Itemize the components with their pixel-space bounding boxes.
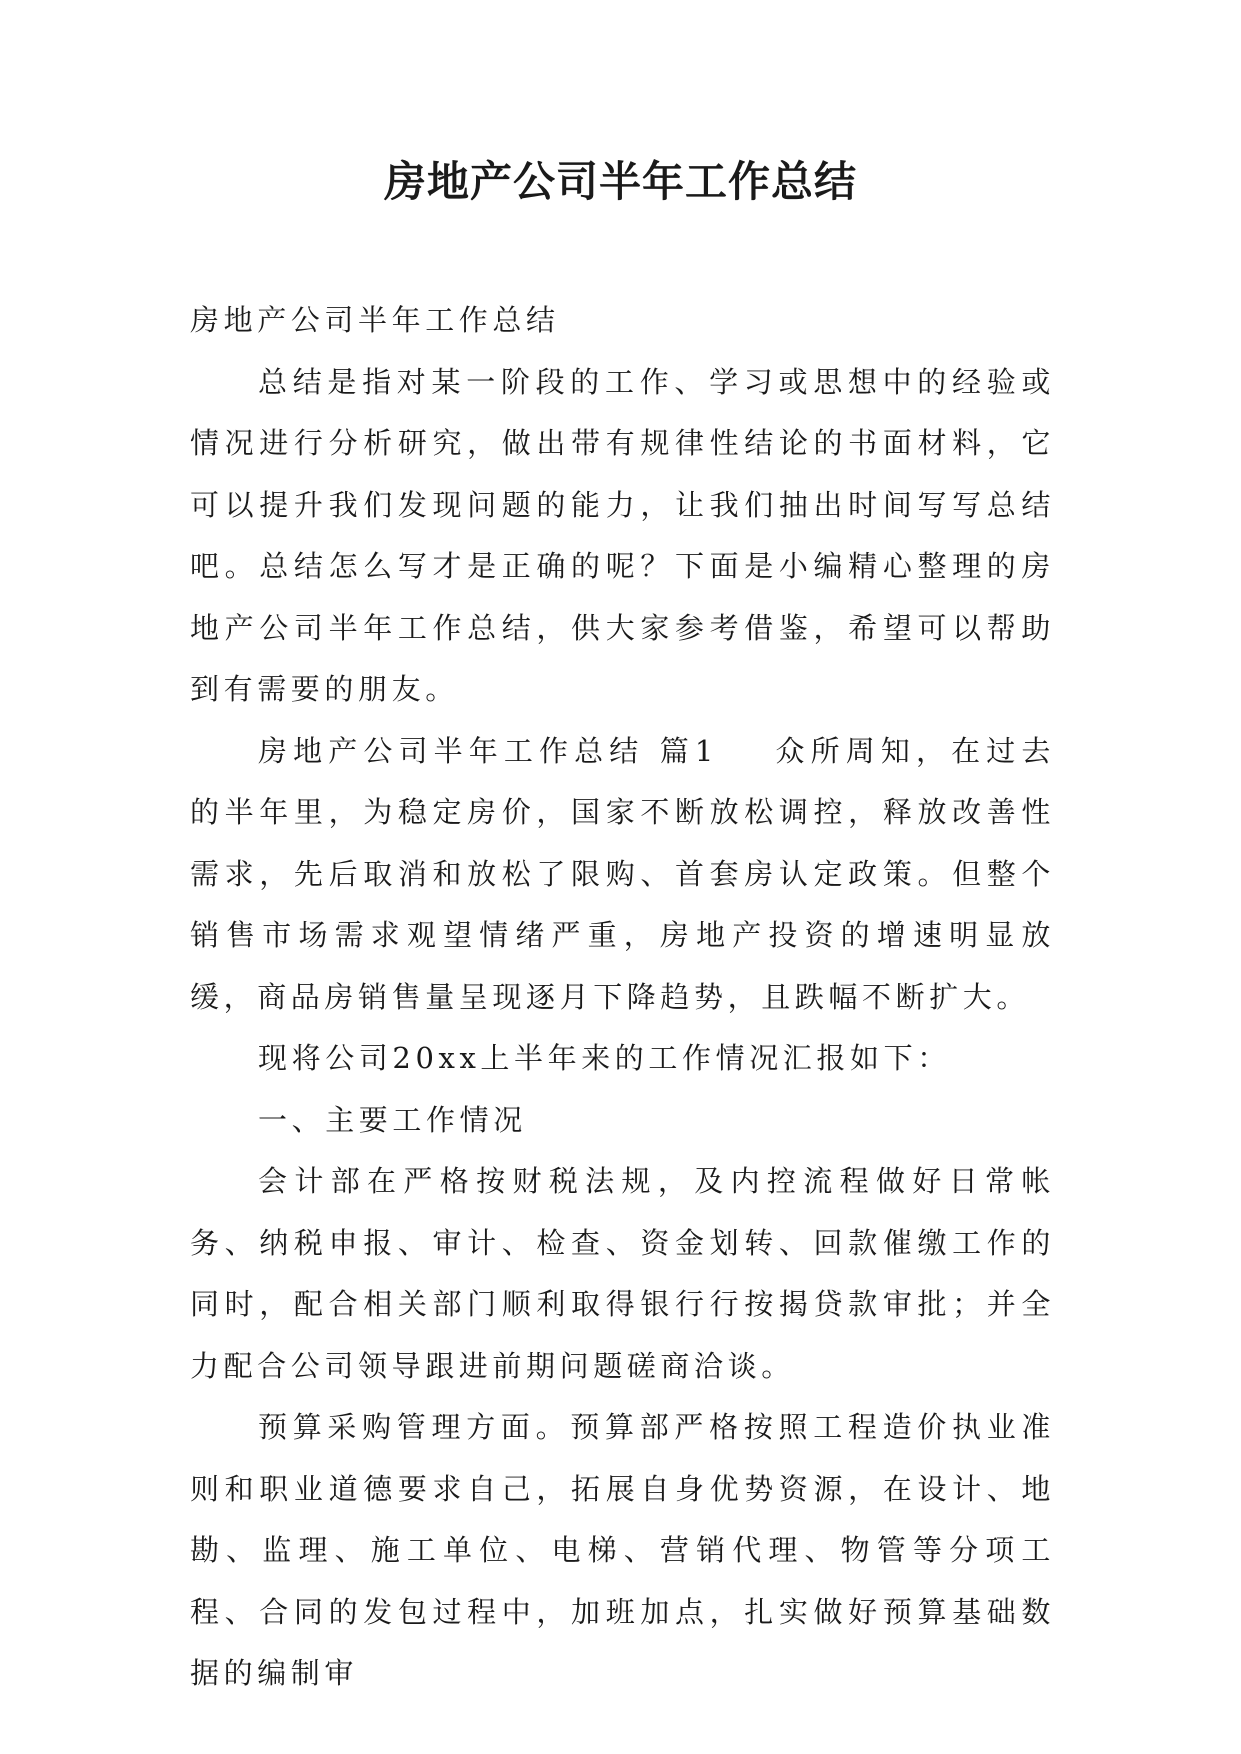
- budget-paragraph: 预算采购管理方面。预算部严格按照工程造价执业准则和职业道德要求自己，拓展自身优势资源，在设计、地勘、监理、施工单位、电梯、营销代理、物管等分项工程、合同的发包过程中，加班加点，扎实做好预算基础数据的编制审: [190, 1410, 1055, 1690]
- section-text: 众所周知，在过去的半年里，为稳定房价，国家不断放松调控，释放改善性需求，先后取消和放松了限购、首套房认定政策。但整个销售市场需求观望情绪严重，房地产投资的增速明显放缓，商品房销售量呈现逐月下降趋势，且跌幅不断扩大。: [190, 733, 1055, 1014]
- document-subtitle: 房地产公司半年工作总结: [190, 303, 560, 337]
- intro-paragraph: 总结是指对某一阶段的工作、学习或思想中的经验或情况进行分析研究，做出带有规律性结论的书面材料，它可以提升我们发现问题的能力，让我们抽出时间写写总结吧。总结怎么写才是正确的呢？下面是小编精心整理的房地产公司半年工作总结，供大家参考借鉴，希望可以帮助到有需要的朋友。: [190, 364, 1055, 706]
- accounting-paragraph: 会计部在严格按财税法规，及内控流程做好日常帐务、纳税申报、审计、检查、资金划转、回款催缴工作的同时，配合相关部门顺利取得银行行按揭贷款审批；并全力配合公司领导跟进前期问题磋商洽谈。: [190, 1164, 1055, 1383]
- document-body: [190, 290, 1055, 1705]
- section-heading: 房地产公司半年工作总结 篇1: [258, 733, 718, 768]
- section-paragraph: [190, 721, 1055, 1029]
- report-intro-paragraph: 现将公司20xx上半年来的工作情况汇报如下：: [258, 1041, 951, 1075]
- main-work-heading: 一、主要工作情况: [258, 1102, 527, 1137]
- document-title: 房地产公司半年工作总结: [383, 157, 857, 206]
